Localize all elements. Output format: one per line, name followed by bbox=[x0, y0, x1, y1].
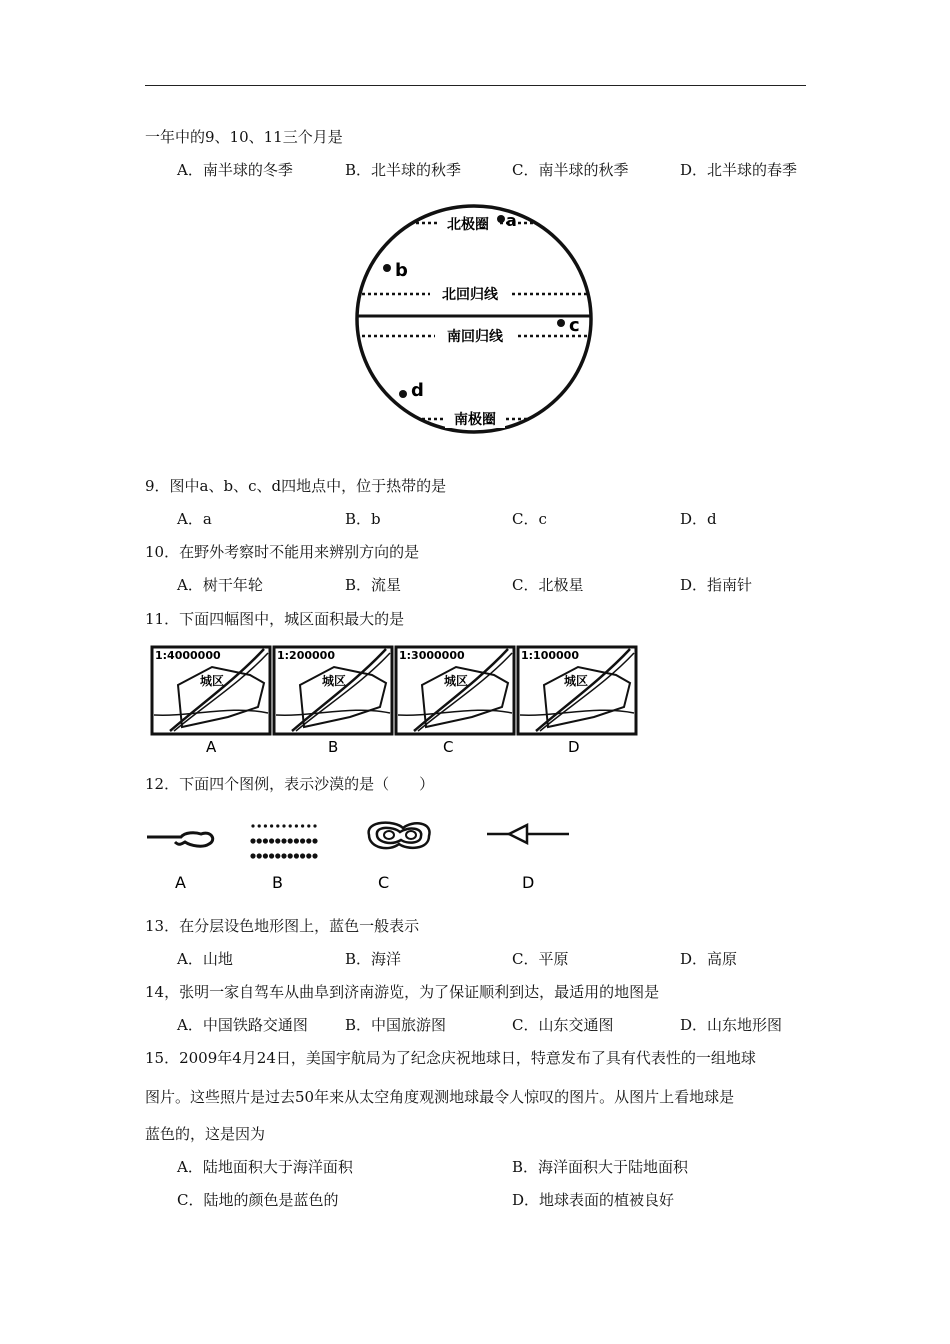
map-a-scale: 1:4000000 bbox=[155, 649, 221, 662]
q10-option-d[interactable]: D．指南针 bbox=[680, 576, 753, 594]
q13-option-a[interactable]: A．山地 bbox=[177, 950, 233, 968]
desert-dot bbox=[295, 824, 298, 827]
q15-stem-line-2: 图片。这些照片是过去50年来从太空角度观测地球最令人惊叹的图片。从图片上看地球是 bbox=[145, 1088, 735, 1106]
q13-stem: 13．在分层设色地形图上，蓝色一般表示 bbox=[145, 917, 420, 935]
globe-outline bbox=[357, 206, 591, 432]
q15-option-a[interactable]: A．陆地面积大于海洋面积 bbox=[177, 1158, 353, 1176]
desert-dot bbox=[306, 838, 311, 843]
q8-option-c[interactable]: C．南半球的秋季 bbox=[512, 161, 629, 179]
q12-stem: 12．下面四个图例，表示沙漠的是（ ） bbox=[145, 775, 435, 793]
desert-dot bbox=[250, 853, 255, 858]
q9-option-a[interactable]: A．a bbox=[177, 510, 212, 528]
legend-b-symbol bbox=[250, 824, 317, 858]
q10-option-a[interactable]: A．树干年轮 bbox=[177, 576, 263, 594]
desert-dot bbox=[300, 853, 305, 858]
desert-dot bbox=[264, 824, 267, 827]
point-d-label: d bbox=[411, 380, 424, 401]
desert-dot bbox=[275, 838, 280, 843]
desert-dot bbox=[263, 838, 268, 843]
map-a-letter: A bbox=[206, 738, 217, 756]
legend-d-symbol bbox=[487, 825, 569, 843]
q14-option-a[interactable]: A．中国铁路交通图 bbox=[177, 1016, 308, 1034]
legend-a-letter: A bbox=[175, 873, 186, 892]
q15-stem-line-3: 蓝色的，这是因为 bbox=[145, 1125, 266, 1143]
q10-stem: 10．在野外考察时不能用来辨别方向的是 bbox=[145, 543, 420, 561]
legend-d-letter: D bbox=[522, 873, 535, 892]
q9-stem: 9．图中a、b、c、d四地点中，位于热带的是 bbox=[145, 477, 447, 495]
city-maps-figure bbox=[150, 645, 645, 760]
q13-option-d[interactable]: D．高原 bbox=[680, 950, 738, 968]
q10-option-b[interactable]: B．流星 bbox=[345, 576, 402, 594]
map-c-letter: C bbox=[443, 738, 454, 756]
legend-symbols-figure bbox=[145, 810, 585, 892]
legend-b-letter: B bbox=[272, 873, 283, 892]
desert-dot bbox=[269, 853, 274, 858]
desert-dot bbox=[281, 838, 286, 843]
city-map-b bbox=[274, 647, 392, 756]
legend-c-symbol bbox=[369, 823, 430, 848]
point-d-dot bbox=[399, 390, 407, 398]
legend-a-symbol bbox=[147, 833, 213, 892]
tropic-north-label: 北回归线 bbox=[442, 287, 498, 303]
desert-dot bbox=[282, 824, 285, 827]
desert-dot bbox=[281, 853, 286, 858]
q8-option-d[interactable]: D．北半球的春季 bbox=[680, 161, 798, 179]
map-d-scale: 1:100000 bbox=[521, 649, 579, 662]
desert-dot bbox=[289, 824, 292, 827]
header-rule bbox=[145, 85, 806, 86]
city-map-c bbox=[396, 647, 514, 756]
map-b-area: 城区 bbox=[322, 674, 347, 688]
map-a-area: 城区 bbox=[200, 674, 225, 688]
desert-dot bbox=[276, 824, 279, 827]
q15-option-d[interactable]: D．地球表面的植被良好 bbox=[512, 1191, 675, 1209]
arctic-label: 北极圈 bbox=[447, 217, 489, 233]
q11-stem: 11．下面四幅图中，城区面积最大的是 bbox=[145, 610, 405, 628]
desert-dot bbox=[258, 824, 261, 827]
point-b-label: b bbox=[395, 260, 408, 281]
q9-option-b[interactable]: B．b bbox=[345, 510, 381, 528]
desert-dot bbox=[294, 853, 299, 858]
q10-option-c[interactable]: C．北极星 bbox=[512, 576, 584, 594]
desert-dot bbox=[312, 853, 317, 858]
desert-dot bbox=[250, 838, 255, 843]
point-b-dot bbox=[383, 264, 391, 272]
desert-dot bbox=[275, 853, 280, 858]
tropic-south-label: 南回归线 bbox=[447, 329, 503, 345]
q15-option-b[interactable]: B．海洋面积大于陆地面积 bbox=[512, 1158, 689, 1176]
q9-option-d[interactable]: D．d bbox=[680, 510, 717, 528]
desert-dot bbox=[270, 824, 273, 827]
q14-stem: 14，张明一家自驾车从曲阜到济南游览，为了保证顺利到达，最适用的地图是 bbox=[145, 983, 660, 1001]
point-c-dot bbox=[557, 319, 565, 327]
city-map-d bbox=[518, 647, 636, 756]
map-c-area: 城区 bbox=[444, 674, 469, 688]
desert-dot bbox=[307, 824, 310, 827]
desert-dot bbox=[263, 853, 268, 858]
map-d-area: 城区 bbox=[564, 674, 589, 688]
q13-option-b[interactable]: B．海洋 bbox=[345, 950, 402, 968]
q14-option-c[interactable]: C．山东交通图 bbox=[512, 1016, 614, 1034]
desert-dot bbox=[251, 824, 254, 827]
point-c-label: c bbox=[569, 315, 580, 336]
q15-stem-line-1: 15．2009年4月24日，美国宇航局为了纪念庆祝地球日，特意发布了具有代表性的一组地球 bbox=[145, 1049, 756, 1067]
q15-option-c[interactable]: C．陆地的颜色是蓝色的 bbox=[177, 1191, 339, 1209]
globe-figure bbox=[350, 203, 600, 443]
map-b-letter: B bbox=[328, 738, 339, 756]
map-b-scale: 1:200000 bbox=[277, 649, 335, 662]
desert-dot bbox=[288, 838, 293, 843]
desert-dot bbox=[306, 853, 311, 858]
legend-c-letter: C bbox=[378, 873, 390, 892]
q14-option-b[interactable]: B．中国旅游图 bbox=[345, 1016, 447, 1034]
desert-dot bbox=[257, 838, 262, 843]
desert-dot bbox=[301, 824, 304, 827]
map-d-letter: D bbox=[568, 738, 580, 756]
q13-option-c[interactable]: C．平原 bbox=[512, 950, 569, 968]
city-map-a bbox=[152, 647, 270, 756]
q14-option-d[interactable]: D．山东地形图 bbox=[680, 1016, 783, 1034]
desert-dot bbox=[313, 824, 316, 827]
q8-option-a[interactable]: A．南半球的冬季 bbox=[177, 161, 293, 179]
desert-dot bbox=[312, 838, 317, 843]
point-a-label: a bbox=[506, 211, 517, 230]
q8-option-b[interactable]: B．北半球的秋季 bbox=[345, 161, 462, 179]
q9-option-c[interactable]: C．c bbox=[512, 510, 547, 528]
antarctic-label: 南极圈 bbox=[454, 412, 496, 428]
map-c-scale: 1:3000000 bbox=[399, 649, 465, 662]
desert-dot bbox=[257, 853, 262, 858]
desert-dot bbox=[300, 838, 305, 843]
point-a-dot bbox=[497, 215, 505, 223]
desert-dot bbox=[269, 838, 274, 843]
desert-dot bbox=[288, 853, 293, 858]
desert-dot bbox=[294, 838, 299, 843]
q8-stem: 一年中的9、10、11三个月是 bbox=[145, 128, 343, 146]
